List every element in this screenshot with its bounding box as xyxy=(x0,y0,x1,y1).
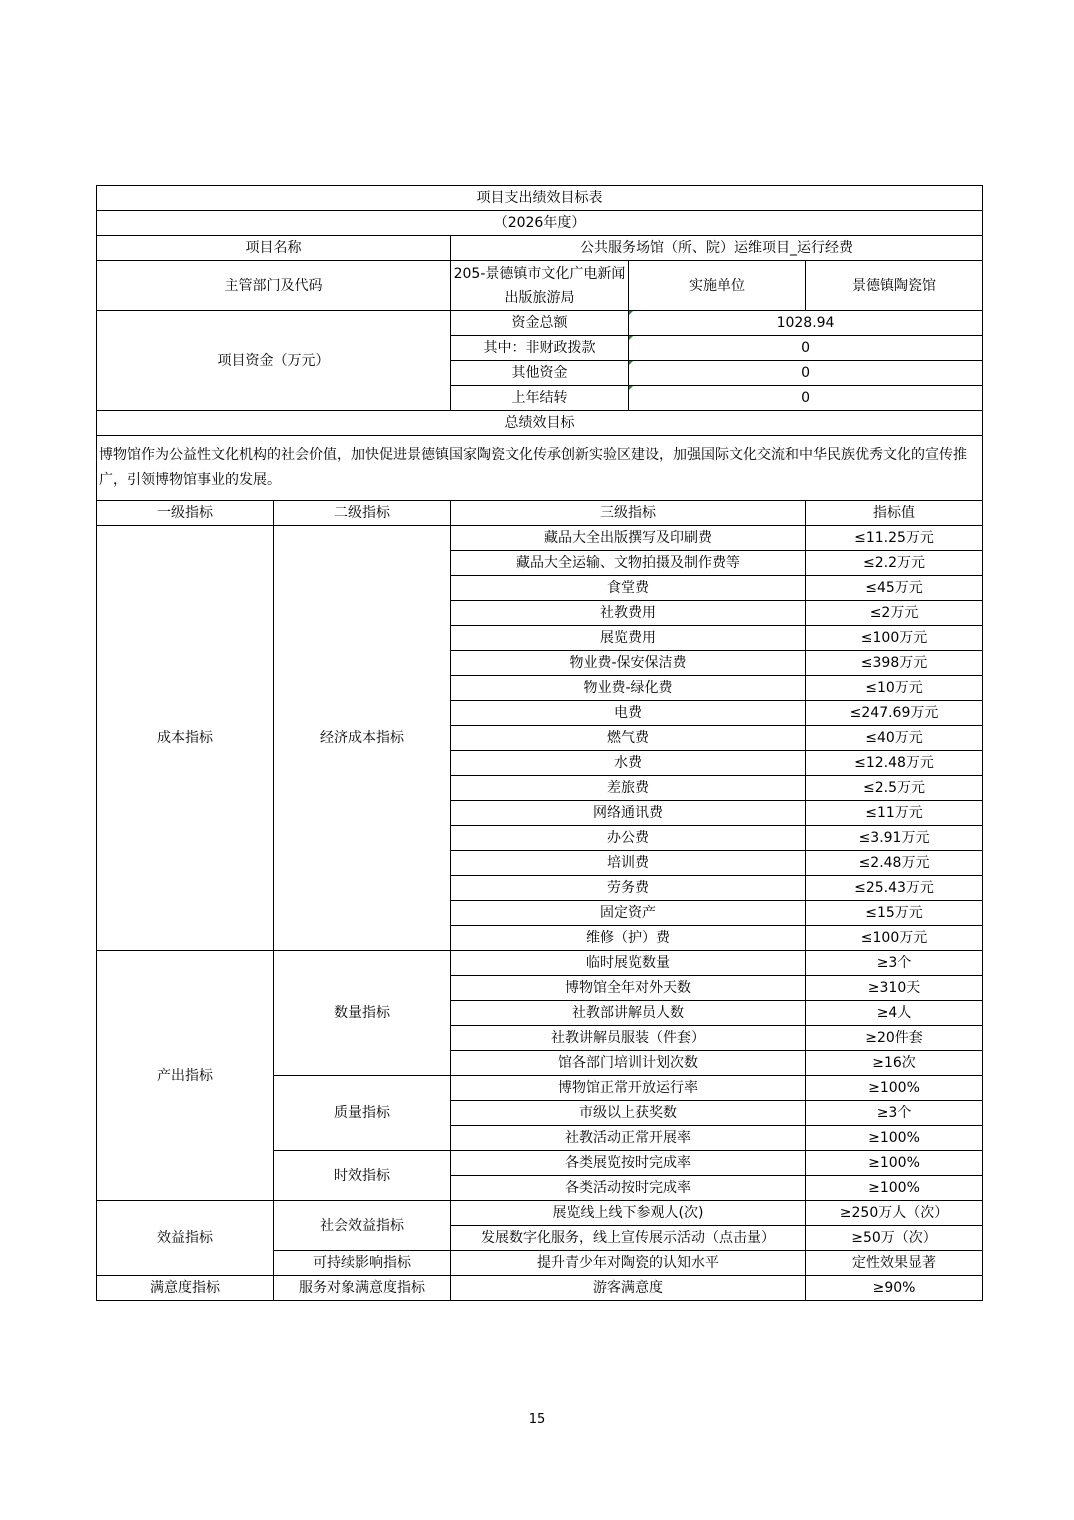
indicator-value: ≥250万人（次） xyxy=(806,1201,983,1226)
indicator-value: ≤2.48万元 xyxy=(806,851,983,876)
indicator-value: ≤11.25万元 xyxy=(806,526,983,551)
page-number: 15 xyxy=(528,1412,546,1427)
level3-indicator: 各类活动按时完成率 xyxy=(451,1176,806,1201)
indicator-value: ≤3.91万元 xyxy=(806,826,983,851)
level3-indicator: 差旅费 xyxy=(451,776,806,801)
level3-indicator: 藏品大全运输、文物拍摄及制作费等 xyxy=(451,551,806,576)
overall-goal-text: 博物馆作为公益性文化机构的社会价值，加快促进景德镇国家陶瓷文化传承创新实验区建设，加强国际文化交流和中华民族优秀文化的宣传推广，引领博物馆事业的发展。 xyxy=(97,436,983,501)
header-level2: 二级指标 xyxy=(274,501,451,526)
level3-indicator: 博物馆正常开放运行率 xyxy=(451,1076,806,1101)
indicator-value: ≥4人 xyxy=(806,1001,983,1026)
dept-label: 主管部门及代码 xyxy=(97,261,451,311)
level3-indicator: 水费 xyxy=(451,751,806,776)
indicator-value: ≤2.5万元 xyxy=(806,776,983,801)
indicator-value: ≥310天 xyxy=(806,976,983,1001)
level2-indicator: 社会效益指标 xyxy=(274,1201,451,1251)
funds-label: 项目资金（万元） xyxy=(97,311,451,411)
level3-indicator: 电费 xyxy=(451,701,806,726)
level3-indicator: 培训费 xyxy=(451,851,806,876)
performance-target-table xyxy=(96,185,983,1301)
indicator-value: ≤25.43万元 xyxy=(806,876,983,901)
table-title: 项目支出绩效目标表 xyxy=(97,186,983,211)
level3-indicator: 社教部讲解员人数 xyxy=(451,1001,806,1026)
indicator-value: ≤11万元 xyxy=(806,801,983,826)
level3-indicator: 劳务费 xyxy=(451,876,806,901)
level3-indicator: 社教讲解员服装（件套） xyxy=(451,1026,806,1051)
indicator-value: ≤12.48万元 xyxy=(806,751,983,776)
indicator-value: ≥16次 xyxy=(806,1051,983,1076)
indicator-value: ≤10万元 xyxy=(806,676,983,701)
table-row xyxy=(97,951,983,976)
level3-indicator: 游客满意度 xyxy=(451,1276,806,1301)
level2-indicator: 质量指标 xyxy=(274,1076,451,1151)
fund-total-label: 资金总额 xyxy=(451,311,629,336)
dept-value: 205-景德镇市文化广电新闻出版旅游局 xyxy=(451,261,629,311)
table-row xyxy=(97,1201,983,1226)
level3-indicator: 社教活动正常开展率 xyxy=(451,1126,806,1151)
fund-nonfiscal-label: 其中：非财政拨款 xyxy=(451,336,629,361)
level3-indicator: 展览费用 xyxy=(451,626,806,651)
table-row xyxy=(97,1276,983,1301)
level3-indicator: 维修（护）费 xyxy=(451,926,806,951)
unit-label: 实施单位 xyxy=(629,261,806,311)
indicator-value: ≤15万元 xyxy=(806,901,983,926)
indicator-value: ≥50万（次） xyxy=(806,1226,983,1251)
level3-indicator: 食堂费 xyxy=(451,576,806,601)
project-name-label: 项目名称 xyxy=(97,236,451,261)
level3-indicator: 市级以上获奖数 xyxy=(451,1101,806,1126)
indicator-value: ≤398万元 xyxy=(806,651,983,676)
fund-carryover-value: 0 xyxy=(629,386,983,411)
level2-indicator: 经济成本指标 xyxy=(274,526,451,951)
fund-other-label: 其他资金 xyxy=(451,361,629,386)
indicator-value: ≤2万元 xyxy=(806,601,983,626)
fund-nonfiscal-value: 0 xyxy=(629,336,983,361)
level3-indicator: 提升青少年对陶瓷的认知水平 xyxy=(451,1251,806,1276)
header-level3: 三级指标 xyxy=(451,501,806,526)
indicator-value: ≤100万元 xyxy=(806,926,983,951)
fund-other-value: 0 xyxy=(629,361,983,386)
level3-indicator: 临时展览数量 xyxy=(451,951,806,976)
level3-indicator: 各类展览按时完成率 xyxy=(451,1151,806,1176)
fund-total-value: 1028.94 xyxy=(629,311,983,336)
project-name: 公共服务场馆（所、院）运维项目_运行经费 xyxy=(451,236,983,261)
indicator-value: ≥100% xyxy=(806,1176,983,1201)
level3-indicator: 物业费-保安保洁费 xyxy=(451,651,806,676)
level3-indicator: 固定资产 xyxy=(451,901,806,926)
indicator-value: ≥100% xyxy=(806,1076,983,1101)
indicator-value: ≤247.69万元 xyxy=(806,701,983,726)
indicator-value: ≤40万元 xyxy=(806,726,983,751)
overall-goal-label: 总绩效目标 xyxy=(97,411,983,436)
level1-indicator: 效益指标 xyxy=(97,1201,274,1276)
level1-indicator: 满意度指标 xyxy=(97,1276,274,1301)
indicator-value: ≥90% xyxy=(806,1276,983,1301)
indicator-value: ≥3个 xyxy=(806,1101,983,1126)
indicator-value: ≤100万元 xyxy=(806,626,983,651)
table-year: （2026年度） xyxy=(97,211,983,236)
unit-value: 景德镇陶瓷馆 xyxy=(806,261,983,311)
level1-indicator: 产出指标 xyxy=(97,951,274,1201)
level3-indicator: 藏品大全出版撰写及印刷费 xyxy=(451,526,806,551)
header-value: 指标值 xyxy=(806,501,983,526)
indicator-value: ≤2.2万元 xyxy=(806,551,983,576)
table-row xyxy=(97,526,983,551)
indicator-value: ≥3个 xyxy=(806,951,983,976)
indicator-value: ≥100% xyxy=(806,1151,983,1176)
level3-indicator: 发展数字化服务，线上宣传展示活动（点击量） xyxy=(451,1226,806,1251)
fund-carryover-label: 上年结转 xyxy=(451,386,629,411)
level2-indicator: 数量指标 xyxy=(274,951,451,1076)
level3-indicator: 馆各部门培训计划次数 xyxy=(451,1051,806,1076)
level3-indicator: 燃气费 xyxy=(451,726,806,751)
level2-indicator: 可持续影响指标 xyxy=(274,1251,451,1276)
level2-indicator: 服务对象满意度指标 xyxy=(274,1276,451,1301)
level3-indicator: 展览线上线下参观人(次) xyxy=(451,1201,806,1226)
indicator-value: ≤45万元 xyxy=(806,576,983,601)
level3-indicator: 博物馆全年对外天数 xyxy=(451,976,806,1001)
level3-indicator: 网络通讯费 xyxy=(451,801,806,826)
indicator-value: 定性效果显著 xyxy=(806,1251,983,1276)
indicator-value: ≥20件套 xyxy=(806,1026,983,1051)
header-level1: 一级指标 xyxy=(97,501,274,526)
level3-indicator: 办公费 xyxy=(451,826,806,851)
level2-indicator: 时效指标 xyxy=(274,1151,451,1201)
level3-indicator: 社教费用 xyxy=(451,601,806,626)
level1-indicator: 成本指标 xyxy=(97,526,274,951)
indicator-value: ≥100% xyxy=(806,1126,983,1151)
level3-indicator: 物业费-绿化费 xyxy=(451,676,806,701)
